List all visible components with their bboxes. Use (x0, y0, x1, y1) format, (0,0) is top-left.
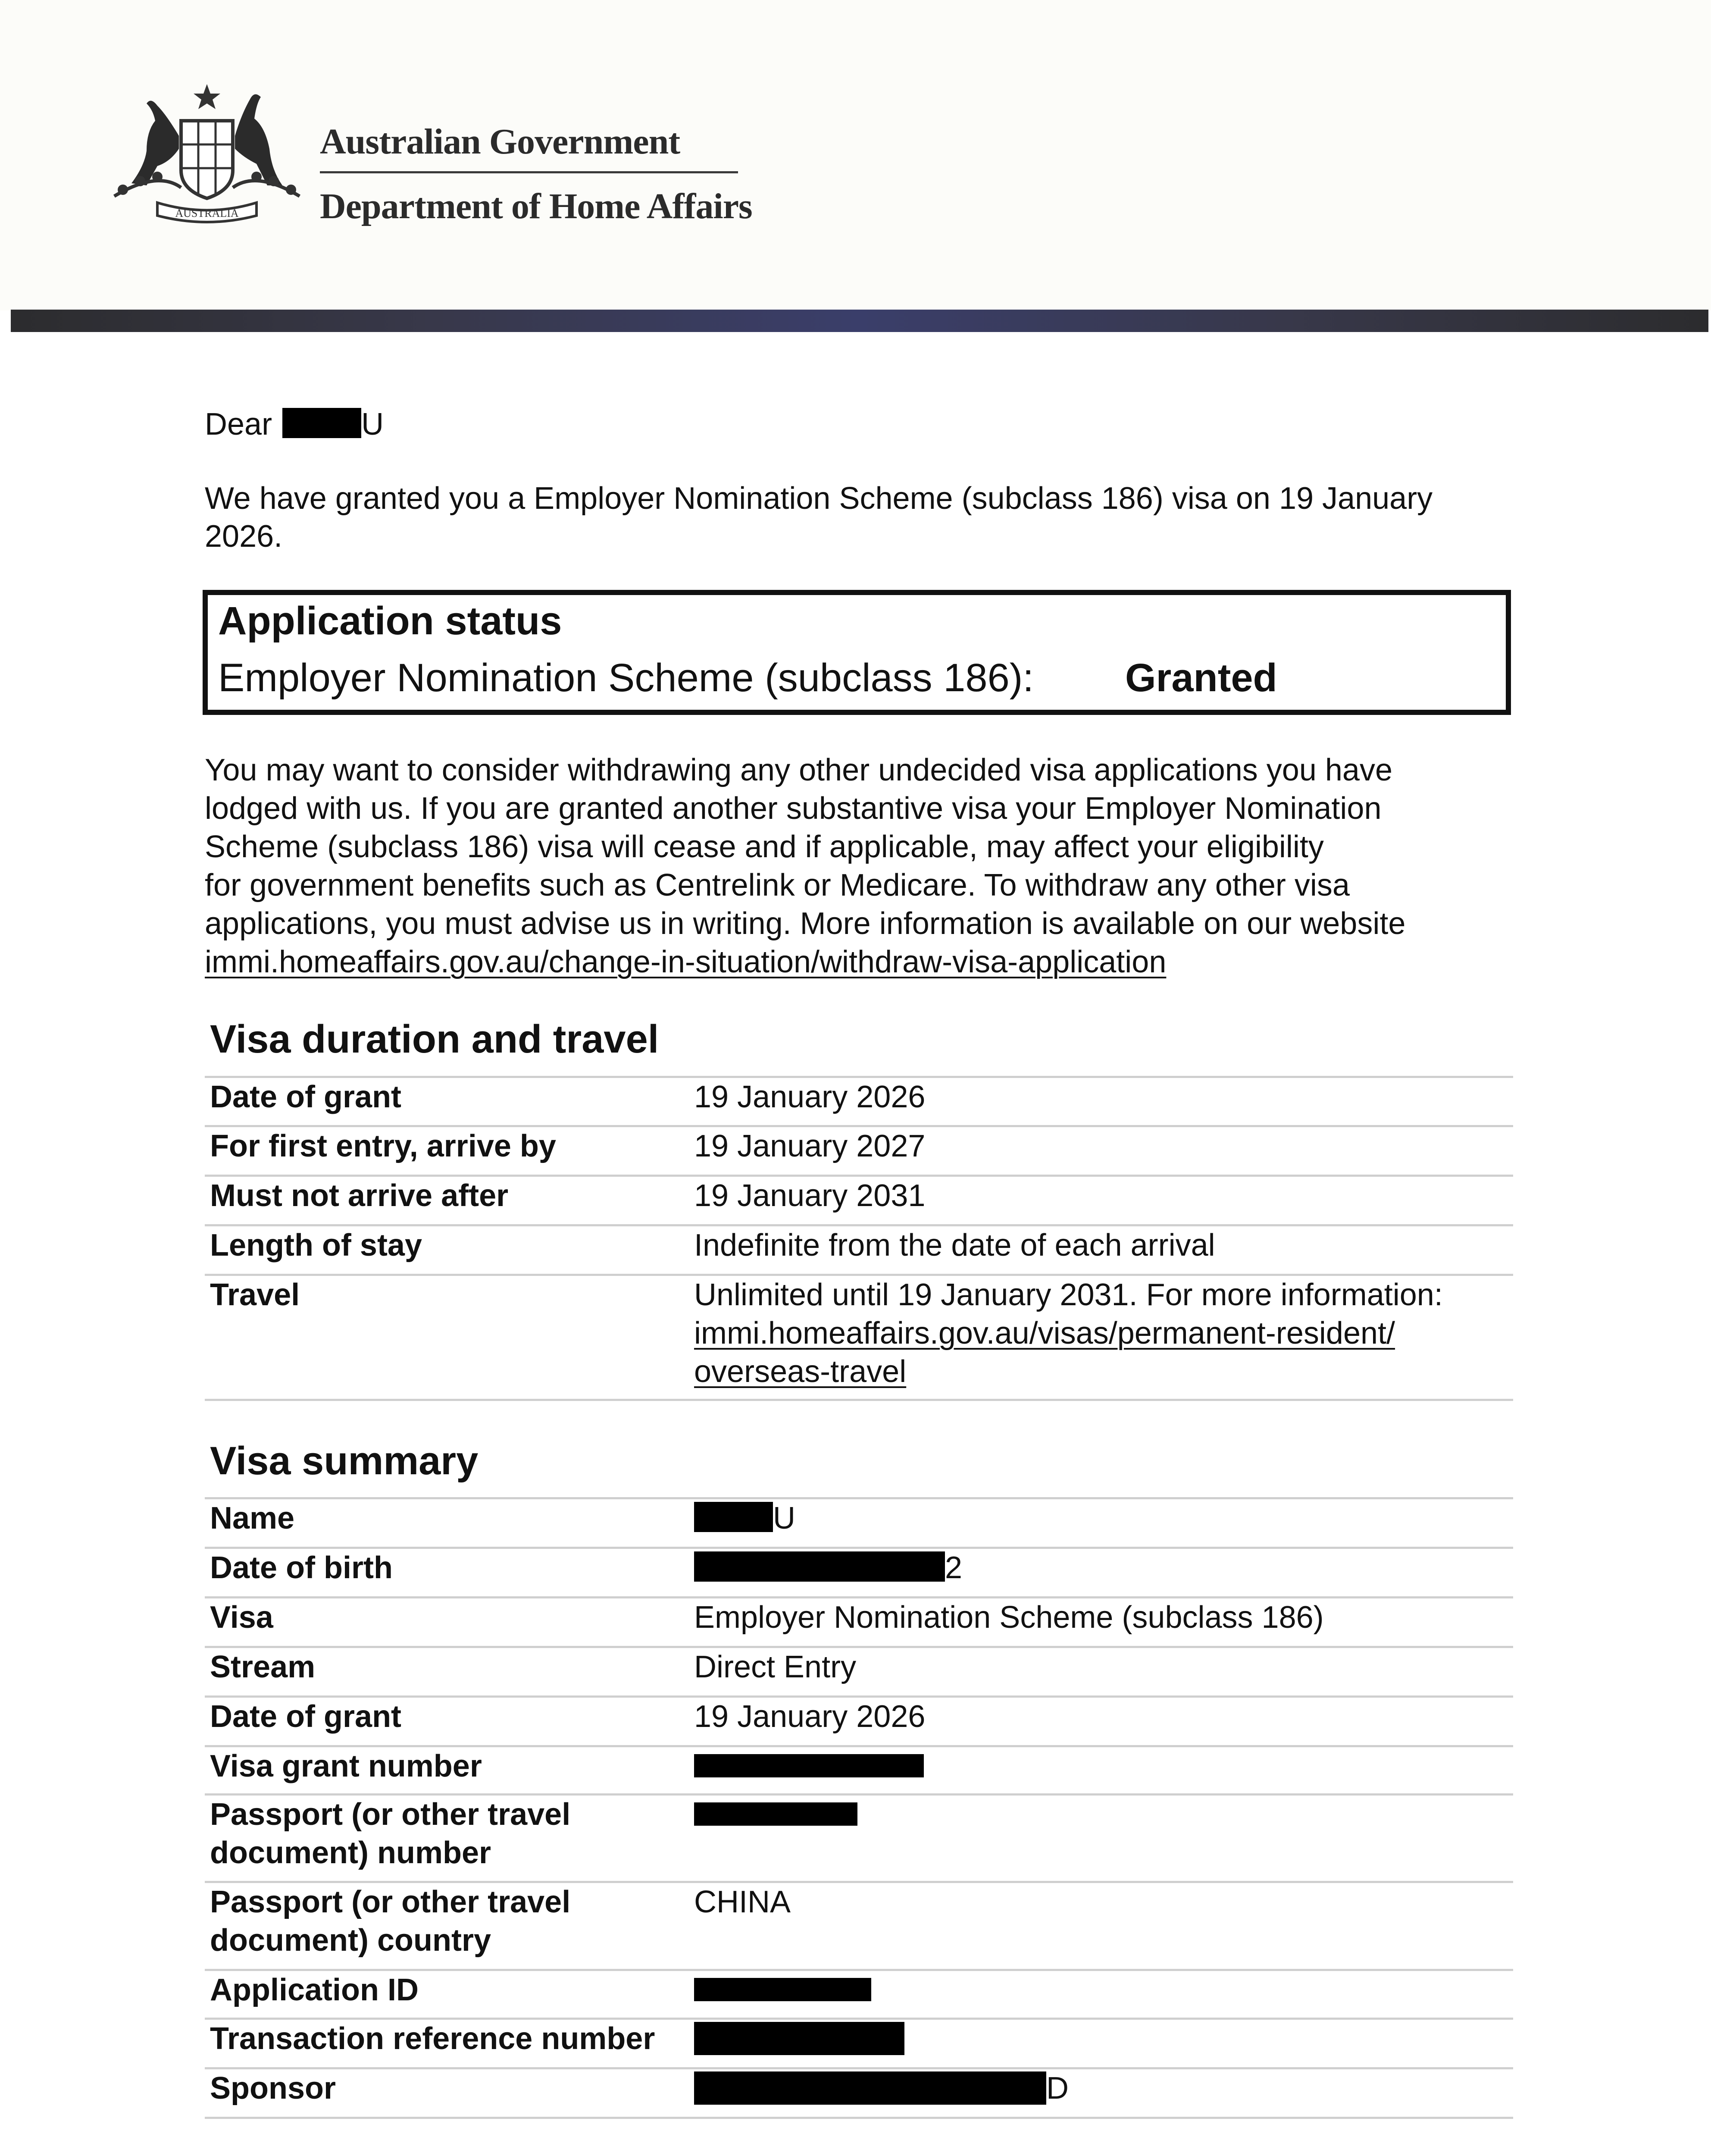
org-name: Australian Government (320, 122, 680, 162)
visa-value: Employer Nomination Scheme (subclass 186) (694, 1600, 1324, 1635)
notice-line-3: Scheme (subclass 186) visa will cease and if applicable, may affect your eligibility (205, 830, 1324, 864)
transaction-ref-label: Transaction reference number (210, 2021, 655, 2056)
status-title: Application status (218, 599, 562, 643)
length-of-stay-label: Length of stay (210, 1228, 422, 1263)
notice-line-5: applications, you must advise us in writing. More information is available on our website (205, 906, 1406, 941)
salutation-name-suffix: U (361, 407, 384, 442)
name-value (694, 1499, 795, 1538)
length-of-stay-value: Indefinite from the date of each arrival (694, 1228, 1215, 1263)
must-not-arrive-value: 19 January 2031 (694, 1178, 926, 1213)
redacted-application-id (694, 1978, 871, 2001)
grant-number-value (694, 1747, 924, 1786)
transaction-ref-value (694, 2020, 904, 2058)
grant-date-label: Date of grant (210, 1080, 402, 1114)
row-divider (205, 1399, 1513, 1401)
application-id-value (694, 1971, 871, 2009)
stream-value: Direct Entry (694, 1650, 857, 1684)
redacted-name (694, 1502, 773, 1532)
first-entry-label: For first entry, arrive by (210, 1129, 556, 1163)
sponsor-value (694, 2069, 1069, 2108)
notice-line-4: for government benefits such as Centrelink or Medicare. To withdraw any other visa (205, 868, 1350, 903)
summary-grant-date-label: Date of grant (210, 1699, 402, 1734)
salutation-word: Dear (205, 407, 272, 442)
status-badge: Granted (1125, 656, 1277, 700)
overseas-travel-link-cont[interactable]: overseas-travel (694, 1354, 907, 1389)
redacted-name (282, 408, 361, 438)
passport-number-value (694, 1796, 857, 1834)
withdraw-visa-link[interactable]: immi.homeaffairs.gov.au/change-in-situation/withdraw-visa-application (205, 945, 1167, 979)
crest-scroll-text: AUSTRALIA (175, 207, 239, 219)
org-divider (320, 171, 738, 173)
summary-grant-date-value: 19 January 2026 (694, 1699, 926, 1734)
intro-line-2: 2026. (205, 519, 283, 554)
notice-line-1: You may want to consider withdrawing any other undecided visa applications you have (205, 753, 1393, 787)
redacted-dob (694, 1551, 945, 1582)
redacted-passport-number (694, 1802, 857, 1826)
stream-label: Stream (210, 1650, 316, 1684)
commonwealth-coat-of-arms-icon (106, 80, 308, 229)
status-visa-label: Employer Nomination Scheme (subclass 186): (218, 656, 1034, 700)
dob-label: Date of birth (210, 1551, 393, 1585)
passport-country-label (210, 1883, 570, 1960)
passport-number-label-line2: document) number (210, 1836, 491, 1870)
application-status-box (203, 590, 1511, 715)
dob-value (694, 1549, 962, 1587)
name-suffix: U (773, 1501, 795, 1536)
must-not-arrive-label: Must not arrive after (210, 1178, 509, 1213)
dob-suffix: 2 (945, 1551, 963, 1585)
passport-number-label-line1: Passport (or other travel (210, 1797, 571, 1832)
sponsor-label: Sponsor (210, 2071, 336, 2106)
grant-date-value: 19 January 2026 (694, 1080, 926, 1114)
department-name: Department of Home Affairs (320, 186, 752, 226)
application-id-label: Application ID (210, 1973, 419, 2007)
passport-country-value: CHINA (694, 1885, 791, 1919)
redacted-sponsor (694, 2071, 1046, 2105)
travel-value: Unlimited until 19 January 2031. For more information: (694, 1278, 1443, 1312)
intro-line-1: We have granted you a Employer Nomination Scheme (subclass 186) visa on 19 January (205, 481, 1433, 516)
travel-label: Travel (210, 1278, 300, 1312)
row-divider (205, 1497, 1513, 1499)
overseas-travel-link[interactable]: immi.homeaffairs.gov.au/visas/permanent-resident/ (694, 1316, 1395, 1351)
row-divider (205, 1646, 1513, 1648)
first-entry-value: 19 January 2027 (694, 1129, 926, 1163)
row-divider (205, 2117, 1513, 2119)
letterhead (0, 0, 1711, 310)
notice-line-2: lodged with us. If you are granted another substantive visa your Employer Nomination (205, 791, 1382, 826)
redacted-transaction-ref (694, 2022, 904, 2055)
summary-section-title: Visa summary (210, 1439, 479, 1483)
visa-label: Visa (210, 1600, 273, 1635)
salutation (205, 405, 384, 444)
grant-number-label: Visa grant number (210, 1749, 482, 1783)
passport-country-label-line2: document) country (210, 1923, 491, 1958)
sponsor-suffix: D (1046, 2071, 1069, 2106)
redacted-grant-number (694, 1754, 924, 1777)
passport-country-label-line1: Passport (or other travel (210, 1885, 571, 1919)
header-band (11, 310, 1708, 332)
name-label: Name (210, 1501, 295, 1536)
duration-section-title: Visa duration and travel (210, 1017, 659, 1061)
passport-number-label (210, 1796, 570, 1872)
